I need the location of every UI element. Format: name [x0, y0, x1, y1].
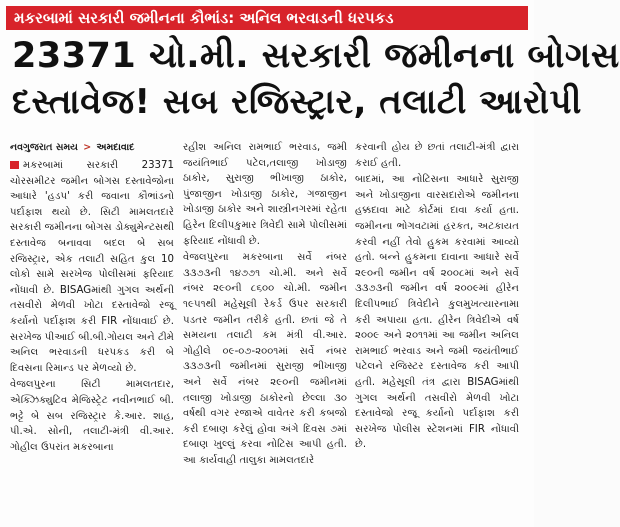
article-paragraph: બાદમાં, આ નોટિસના આધારે સુરાજી અને ખોડાજીના વારસદારોએ જમીનના હક્કદાવા માટે કોર્ટમાં દાવા કર્યા હતા. જમીનના ભોગવટામાં હરકત, અટકાયત કરવી નહીં તેવો હુકમ કરવામાં આવ્યો હતો. બન્ને હુકમના દાવાના આધારે સર્વે ૨૯૦ની જમીન વર્ષ ૨૦૦૮માં અને સર્વે ૩૩૭૩ની જમીન વર્ષ ૨૦૦૯માં હીરેન દિલીપભાઈ ત્રિવેદીને કુલમુખત્યારનામા કરી અપાયા હતા. હીરેન ત્રિવેદીએ વર્ષ ૨૦૦૯ અને ૨૦૧૧માં આ જમીન અનિલ રામભાઈ ભરવાડ અને જમી જયંતીભાઈ પટેલને રજિસ્ટર દસ્તાવેજ કરી આપી હતી. મહેસૂલી તંત્ર દ્વારા BISAGમાંથી ગુગલ અર્થની તસવીરો મેળવી ખોટા દસ્તાવેજો રજૂ કર્યાનો પર્દાફાશ કરી સરખેજ પોલીસ સ્ટેશનમાં FIR નોંધાવી છે.	[355, 174, 519, 451]
dateline	[10, 138, 174, 158]
article-paragraph: વેજલપુરના મકરબાના સર્વે નંબર ૩૩૭૩ની ૧૪૭૭૧ ચો.મી. અને સર્વે નંબર ૨૯૦ની ૮૬૦૦ ચો.મી. જમીન ૧૯૫૧થી મહેસૂલી રેકર્ડ ઉપર સરકારી પડતર જમીન તરીકે હતી. છતાં જે તે સમયના તલાટી કમ મંત્રી વી.આર. ગોહીલે ૦૯-૦૭-૨૦૦૧માં સર્વે નંબર ૩૩૭૩ની જમીનમાં સુરાજી ભીખાજી અને સર્વે નંબર ૨૯૦ની જમીનમાં તલાજી ખોડાજી ઠાકોરનો છેલ્લા ૩૦ વર્ષથી વગર રજાએ વાવેતર કરી કબજો કરી દબાણ કરેલું હોવા અંગે દિવસ ૭માં દબાણ ખુલ્લું કરવા નોટિસ આપી હતી. આ કાર્યવાહી તાલુકા મામલતદારે	[183, 252, 347, 466]
dateline-separator: >	[83, 142, 92, 153]
dateline-city: અમદાવાદ	[96, 142, 135, 153]
article-column-1	[10, 138, 174, 522]
strap-headline: મકરબામાં સરકારી જમીનના કૌભાંડ: અનિલ ભરવાડની ધરપકડ	[6, 6, 528, 30]
article-paragraph	[10, 158, 174, 376]
article-paragraph: વેજલપુરના સિટી મામલતદાર, એક્ઝિક્યુટિવ મેજિસ્ટ્રેટ નવીનભાઈ બી. ભટ્ટે બે સબ રજિસ્ટ્રાર કે.આર. શાહ, પી.એ. સોની, તલાટી-મંત્રી વી.આર. ગોહીલ ઉપરાંત મકરબાના	[10, 379, 174, 453]
article-column-2	[183, 140, 347, 524]
article-body	[10, 138, 528, 522]
article-paragraph: રહીશ અનિલ રામભાઈ ભરવાડ, જમી જયંતિભાઈ પટેલ,તલાજી ખોડાજી ઠાકોર, સુરાજી ભીખાજી ઠાકોર, પુંજાજીન ખોડાજી ઠાકોર, ગજાજીન ખોડાજી ઠાકોર અને શાસ્ત્રીનગરમાં રહેતા હિરેન દિલીપકુમાર ત્રિવેદી સામે પોલીસમાં ફરિયાદ નોંધાવી છે.	[183, 142, 347, 247]
headline-line-2: દસ્તાવેજ! સબ રજિસ્ટ્રાર, તલાટી આરોપી	[12, 82, 582, 122]
bureau-name: નવગુજરાત સમય	[10, 142, 78, 153]
headline-line-1: 23371 ચો.મી. સરકારી જમીનના બોગસ	[12, 36, 620, 76]
paragraph-text: મકરબામાં સરકારી 23371 ચોરસમીટર જમીન બોગસ દસ્તાવેજોના આધારે 'હડપ' કરી જવાના કૌભાંડનો પર્દાફાશ થયો છે. સિટી મામલતદારે સરકારી જમીનના બોગસ ડોક્યુમેન્ટસથી દસ્તાવેજ બનાવવા બદલ બે સબ રજિસ્ટ્રાર, એક તલાટી સહિત કુલ 10 લોકો સામે સરખેજ પોલીસમાં ફરિયાદ નોંધાવી છે. BISAGમાંથી ગુગલ અર્થની તસવીરો મેળવી ખોટા દસ્તાવેજો રજૂ કર્યાનો પર્દાફાશ કરી FIR નોંધાવાઈ છે. સરખેજ પીઆઈ બી.બી.ગોયલ અને ટીમે અનિલ ભરવાડની ધરપકડ કરી બે દિવસના રિમાન્ડ પર મેળવ્યો છે.	[10, 160, 174, 374]
article-column-3	[355, 140, 519, 524]
article-paragraph: કરવાની હોય છે છતાં તલાટી-મંત્રી દ્વારા કરાઈ હતી.	[355, 142, 519, 169]
red-bullet-icon	[10, 161, 19, 169]
